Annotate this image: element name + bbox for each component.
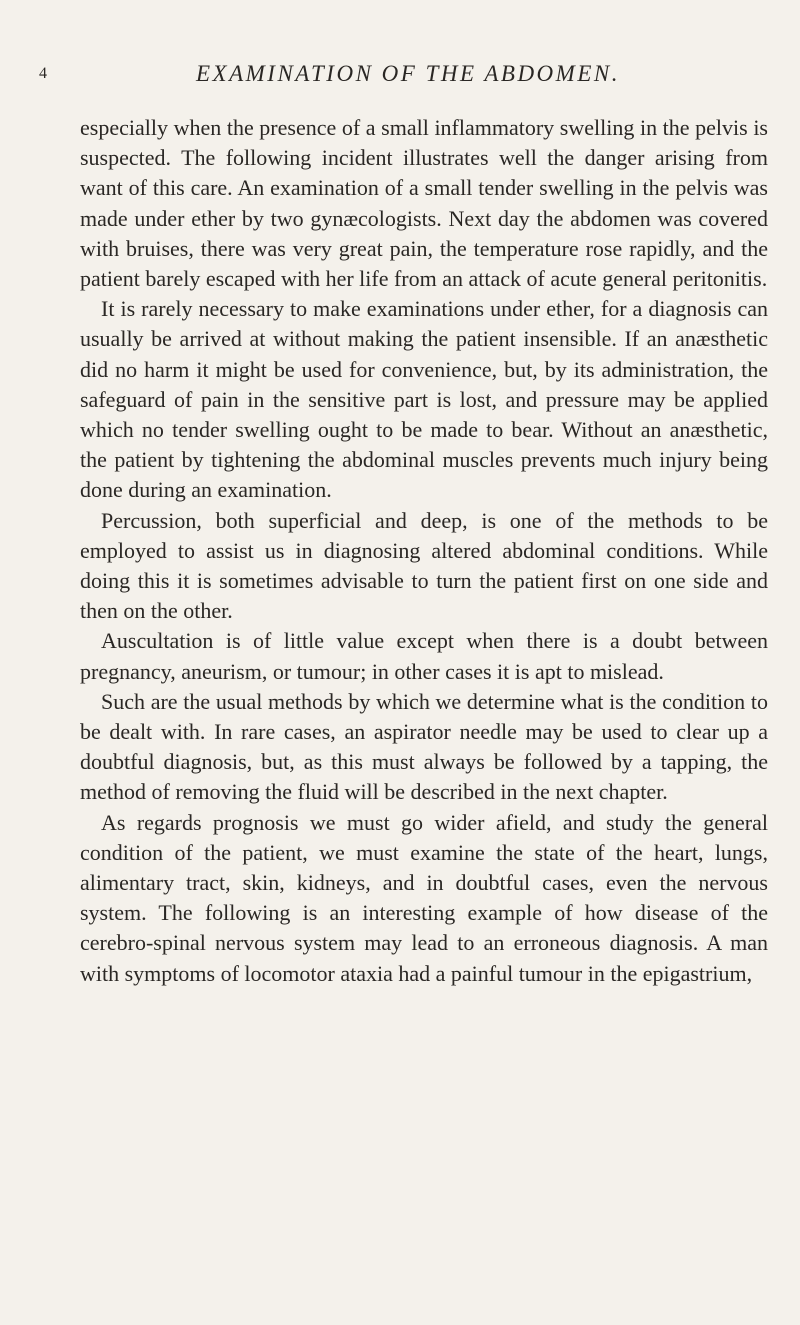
paragraph-auscultation: Auscultation is of little value except when there is a doubt between pregnancy, aneurism, or tumour; in other cases it is apt to mislead.	[80, 628, 768, 684]
page-number: 4	[39, 65, 47, 82]
paragraph-percussion: Percussion, both superficial and deep, is one of the methods to be employed to assist us in diagnosing altered abdominal conditions. While doing this it is sometimes advisable to turn the patient first on one side and then on the other.	[80, 507, 768, 624]
chapter-title: EXAMINATION OF THE ABDOMEN.	[196, 61, 620, 86]
body-text	[80, 113, 768, 989]
paragraph-methods: Such are the usual methods by which we determine what is the condition to be dealt with. In rare cases, an aspirator needle may be used to clear up a doubtful diagnosis, but, as this must always be followed by a tapping, the method of removing the fluid will be described in the next chapter.	[80, 688, 768, 805]
running-head	[0, 61, 800, 91]
paragraph-continuation: especially when the presence of a small inflammatory swelling in the pelvis is suspected. The following incident illustrates well the danger arising from want of this care. An examination of a small tender swelling in the pelvis was made under ether by two gynæcologists. Next day the abdomen was covered with bruises, there was very great pain, the temperature rose rapidly, and the patient barely escaped with her life from an attack of acute general peritonitis.	[80, 115, 768, 292]
paragraph-ether: It is rarely necessary to make examinations under ether, for a diagnosis can usually be arrived at without making the patient insensible. If an anæsthetic did no harm it might be used for convenience, but, by its administration, the safeguard of pain in the sensitive part is lost, and pressure may be applied which no tender swelling ought to be made to bear. Without an anæsthetic, the patient by tightening the abdominal muscles prevents much injury being done during an examination.	[80, 296, 768, 503]
paragraph-prognosis: As regards prognosis we must go wider afield, and study the general condition of the patient, we must examine the state of the heart, lungs, alimentary tract, skin, kidneys, and in doubtful cases, even the nervous system. The following is an interesting example of how disease of the cerebro-spinal nervous system may lead to an erroneous diagnosis. A man with symptoms of locomotor ataxia had a painful tumour in the epigastrium,	[80, 809, 768, 986]
